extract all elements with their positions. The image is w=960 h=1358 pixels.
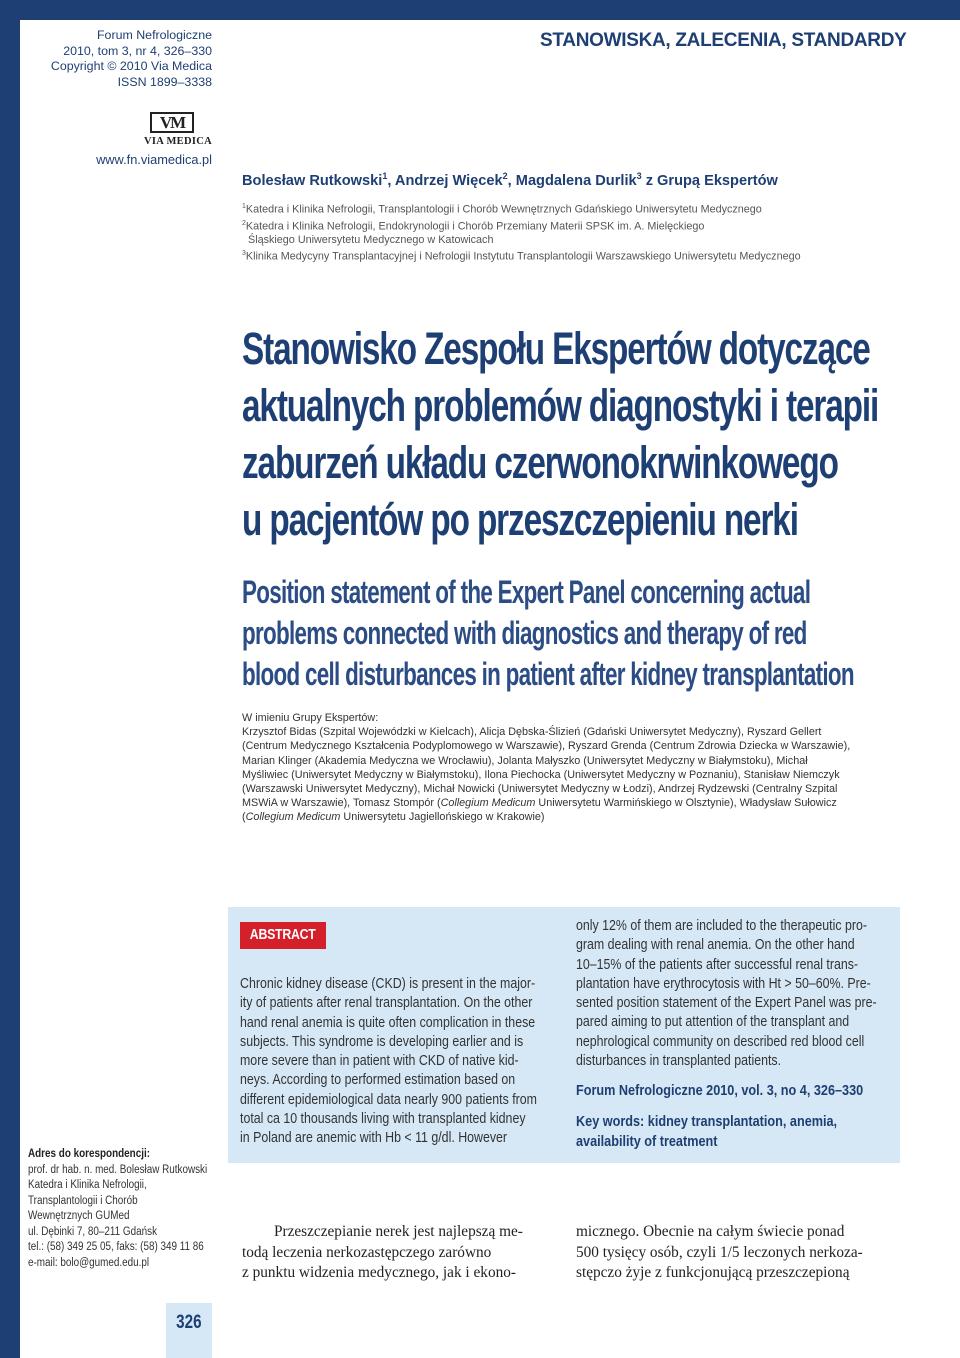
top-color-bar — [0, 0, 960, 20]
abstract-line: subjects. This syndrome is developing earlier and is — [240, 1033, 524, 1050]
expert-line: (Centrum Medycznego Kształcenia Podyplomowego w Warszawie), Ryszard Grenda (Centrum Zdrowia Dziecka w Warszawie), — [242, 740, 851, 753]
body-column-2 — [576, 1222, 888, 1284]
expert-line: (Collegium Medicum Uniwersytetu Jagiellońskiego w Krakowie) — [242, 811, 545, 824]
title-line: Stanowisko Zespołu Ekspertów dotyczące — [242, 323, 870, 374]
author-sup: 2 — [502, 171, 508, 181]
title-line: problems connected with diagnostics and therapy of red — [242, 615, 807, 651]
title-line: aktualnych problemów diagnostyki i terapii — [242, 380, 879, 431]
citation: Forum Nefrologiczne 2010, vol. 3, no 4, 326–330 — [576, 1083, 864, 1099]
page-number: 326 — [176, 1312, 202, 1333]
abstract-line: gram dealing with renal anemia. On the other hand — [576, 937, 855, 954]
abstract-line: neys. According to performed estimation based on — [240, 1072, 516, 1089]
correspondence-line: prof. dr hab. n. med. Bolesław Rutkowski — [28, 1163, 208, 1176]
section-header: STANOWISKA, ZALECENIA, STANDARDY — [540, 30, 907, 51]
abstract-line: total ca 10 thousands living with transplanted kidney — [240, 1111, 526, 1128]
abstract-column-1 — [240, 975, 550, 1149]
correspondence-line: ul. Dębinki 7, 80–211 Gdańsk — [28, 1225, 158, 1238]
abstract-label: ABSTRACT — [240, 922, 326, 949]
body-line: todą leczenia nerkozastępczego zarówno — [242, 1243, 492, 1261]
journal-info — [20, 28, 212, 90]
journal-issue: 2010, tom 3, nr 4, 326–330 — [63, 43, 212, 58]
abstract-line: plantation have erythrocytosis with Ht > 50–60%. Pre- — [576, 975, 871, 992]
correspondence-title: Adres do korespondencji: — [28, 1148, 150, 1160]
expert-heading: W imieniu Grupy Ekspertów: — [242, 712, 379, 724]
site-url[interactable]: www.fn.viamedica.pl — [96, 152, 212, 167]
body-line: Przeszczepianie nerek jest najlepszą me- — [274, 1223, 523, 1240]
affiliation-line: $^2$Katedra i Klinika Nefrologii, Endokrynologii i Chorób Przemiany Materii SPSK im. A. Mielęckiego — [242, 219, 705, 233]
author-sup: 3 — [636, 171, 642, 181]
journal-name: Forum Nefrologiczne — [96, 28, 212, 42]
journal-copyright: Copyright © 2010 Via Medica — [50, 59, 212, 73]
author-group: z Grupą Ekspertów — [645, 172, 778, 189]
affiliation-line: $^3$Klinika Medycyny Transplantacyjnej i Nefrologii Instytutu Transplantologii Warszawskiego Uniwersytetu Medycznego — [242, 250, 801, 263]
correspondence-email[interactable]: e-mail: bolo@gumed.edu.pl — [28, 1256, 150, 1269]
abstract-line: disturbances in transplanted patients. — [576, 1053, 782, 1070]
abstract-line: hand renal anemia is quite often complication in these — [240, 1014, 536, 1031]
title-line: blood cell disturbances in patient after kidney transplantation — [242, 656, 854, 692]
body-line: 500 tysięcy osób, czyli 1/5 leczonych nerkoza- — [576, 1243, 863, 1261]
affiliation-line: Śląskiego Uniwersytetu Medycznego w Katowicach — [248, 234, 494, 247]
author-sup: 1 — [382, 171, 388, 181]
expert-line: Marian Klinger (Akademia Medyczna we Wrocławiu), Jolanta Małyszko (Uniwersytet Medyczny w Białymstoku), Michał — [242, 754, 808, 767]
body-line: z punktu widzenia medycznego, jak i ekono- — [242, 1264, 516, 1281]
abstract-line: sented position statement of the Expert Panel was pre- — [576, 995, 877, 1012]
abstract-column-2 — [576, 917, 886, 1071]
abstract-line: only 12% of them are included to the therapeutic pro- — [576, 918, 868, 934]
author-name: Bolesław Rutkowski — [242, 172, 383, 189]
author-list: Bolesław Rutkowski$^1$, Andrzej Więcek$^2$, Magdalena Durlik$^3$ z Grupą Ekspertów — [242, 171, 778, 189]
abstract-line: in Poland are anemic with Hb < 11 g/dl. However — [240, 1130, 508, 1147]
expert-line: (Warszawski Uniwersytet Medyczny), Michał Nowicki (Uniwersytet Medyczny w Łodzi), Andrzej Rydzewski (Centralny Szpital — [242, 783, 838, 796]
body-line: micznego. Obecnie na całym świecie ponad — [576, 1223, 845, 1240]
abstract-line: 10–15% of the patients after successful renal trans- — [576, 956, 859, 973]
abstract-line: different epidemiological data nearly 900 patients from — [240, 1091, 537, 1108]
title-line: u pacjentów po przeszczepieniu nerki — [242, 494, 798, 545]
journal-issn: ISSN 1899–3338 — [117, 74, 212, 89]
correspondence-line: tel.: (58) 349 25 05, faks: (58) 349 11 86 — [28, 1241, 204, 1253]
expert-line: MSWiA w Warszawie), Tomasz Stompór (Collegium Medicum Uniwersytetu Warmińskiego w Olsztynie), Władysław Sułowicz — [242, 797, 837, 810]
abstract-line: ity of patients after renal transplantation. On the other — [240, 995, 533, 1012]
affiliations — [242, 200, 942, 264]
logo-name: VIA MEDICA — [143, 136, 213, 147]
affiliation-line: $^1$Katedra i Klinika Nefrologii, Transplantologii i Chorób Wewnętrznych Gdańskiego Uniwersytetu Medycznego — [242, 203, 762, 216]
abstract-line: Chronic kidney disease (CKD) is present in the major- — [240, 976, 536, 992]
keywords-line: availability of treatment — [576, 1134, 718, 1150]
body-line: stępczo żyje z funkcjonującą przeszczepioną — [576, 1264, 850, 1281]
author-name: Magdalena Durlik — [515, 172, 637, 189]
correspondence-line: Katedra i Klinika Nefrologii, — [28, 1179, 147, 1191]
expert-line: Krzysztof Bidas (Szpital Wojewódzki w Kielcach), Alicja Dębska-Ślizień (Gdański Uniwersytet Medyczny), Ryszard Gellert — [242, 726, 822, 739]
title-line: Position statement of the Expert Panel concerning actual — [242, 574, 811, 610]
author-name: Andrzej Więcek — [394, 172, 503, 189]
correspondence-line: Transplantologii i Chorób — [28, 1194, 138, 1207]
logo-mark: VM — [150, 112, 194, 133]
title-english — [242, 572, 942, 695]
correspondence-address — [28, 1147, 223, 1271]
abstract-line: pared aiming to put attention of the transplant and — [576, 1014, 850, 1031]
body-column-1 — [242, 1222, 554, 1284]
expert-line: Myśliwiec (Uniwersytet Medyczny w Białymstoku), Ilona Piechocka (Uniwersytet Medyczny w Poznaniu), Stanisław Niemczyk — [242, 768, 840, 781]
abstract-line: nephrological community on described red blood cell — [576, 1033, 865, 1050]
keywords-line: Key words: kidney transplantation, anemia, — [576, 1114, 838, 1130]
expert-panel — [242, 711, 902, 825]
correspondence-line: Wewnętrznych GUMed — [28, 1210, 130, 1222]
keywords — [576, 1112, 906, 1152]
title-line: zaburzeń układu czerwonokrwinkowego — [242, 437, 838, 488]
via-medica-logo — [142, 112, 214, 148]
abstract-line: more severe than in patient with CKD of native kid- — [240, 1053, 519, 1070]
title-polish — [242, 320, 942, 548]
left-color-stripe — [0, 20, 20, 1358]
